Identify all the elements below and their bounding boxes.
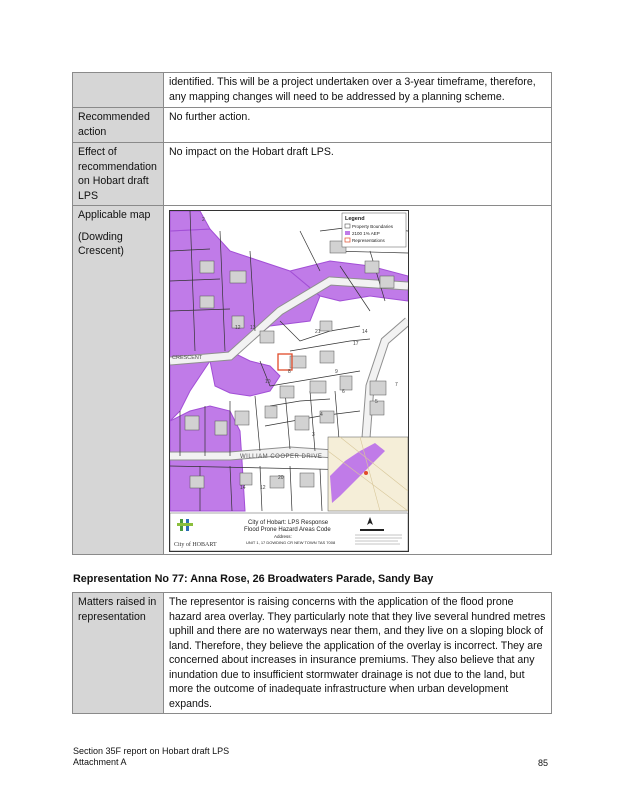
map-cell bbox=[164, 206, 552, 555]
table-row bbox=[73, 108, 552, 143]
matters-raised-label: Matters raised in representation bbox=[73, 593, 164, 714]
lot-number: 4 bbox=[320, 412, 323, 418]
map-subtitle: Flood Prone Hazard Areas Code bbox=[244, 527, 331, 533]
lot-number: 21 bbox=[315, 329, 321, 335]
map-graphic bbox=[170, 211, 408, 551]
lot-number: 20 bbox=[278, 475, 284, 481]
lot-number: 5 bbox=[375, 399, 378, 405]
lot-number: 7 bbox=[395, 382, 398, 388]
lot-number: 12 bbox=[260, 485, 266, 491]
legend-item: 2100 1% AEP bbox=[352, 231, 380, 236]
lot-number: 14 bbox=[362, 329, 368, 335]
inset-map bbox=[328, 437, 408, 511]
representation-heading: Representation No 77: Anna Rose, 26 Broadwaters Parade, Sandy Bay bbox=[73, 573, 434, 585]
lot-number: 2 bbox=[202, 217, 205, 223]
recommended-action-value: No further action. bbox=[164, 108, 552, 143]
street-label-william-cooper: WILLIAM COOPER DRIVE bbox=[240, 454, 323, 460]
legend-item: Property Boundaries bbox=[352, 224, 394, 229]
table-row bbox=[73, 143, 552, 206]
table-row bbox=[73, 593, 552, 714]
map-title: City of Hobart: LPS Response bbox=[248, 520, 329, 526]
map-sublabel: (Dowding Crescent) bbox=[78, 230, 124, 257]
matters-raised-value: The representor is raising concerns with the application of the flood prone hazard area overlay. They particularly note that they live several hundred metres uphill and there are no waterways near them, and they live on a sloping block of land. Therefore, they believe the application of the overlay is incorrect. They are concerned about increases in insurance premiums. They also believe that any inundation due to insufficient stormwater drainage is not due to the land, but more the outcome of inadequate infrastructure when urban development expands. bbox=[164, 593, 552, 714]
table-row bbox=[73, 206, 552, 555]
address-label: Address: bbox=[274, 534, 292, 539]
map-legend bbox=[342, 213, 406, 247]
lot-number: 13 bbox=[250, 325, 256, 331]
details-table bbox=[72, 72, 552, 555]
lot-number: 3 bbox=[312, 432, 315, 438]
applicable-map-label bbox=[73, 206, 164, 555]
page-number: 85 bbox=[538, 758, 549, 768]
lot-number: 6 bbox=[342, 389, 345, 395]
lot-number: 10 bbox=[265, 379, 271, 385]
row-value: identified. This will be a project undertaken over a 3-year timeframe, therefore, any mapping changes will need to be addressed by a planning scheme. bbox=[164, 73, 552, 108]
legend-title: Legend bbox=[345, 216, 365, 222]
lot-number: 14 bbox=[240, 485, 246, 491]
map-label: Applicable map bbox=[78, 209, 151, 221]
effect-value: No impact on the Hobart draft LPS. bbox=[164, 143, 552, 206]
street-label-crescent: CRESCENT bbox=[172, 355, 203, 361]
map-title-block bbox=[170, 513, 408, 551]
map-address: UNIT 1, 17 DOWDING CR NEW TOWN TAS 7008 bbox=[246, 540, 336, 545]
legend-item: Representations bbox=[352, 238, 385, 243]
lot-number: 17 bbox=[353, 341, 359, 347]
lot-number: 8 bbox=[288, 369, 291, 375]
table-row bbox=[73, 73, 552, 108]
representation-table bbox=[72, 592, 552, 714]
row-label bbox=[73, 73, 164, 108]
lot-number: 9 bbox=[335, 369, 338, 375]
effect-label: Effect of recommendation on Hobart draft LPS bbox=[73, 143, 164, 206]
recommended-action-label: Recommended action bbox=[73, 108, 164, 143]
footer-title: Section 35F report on Hobart draft LPS bbox=[73, 746, 230, 756]
flood-map bbox=[169, 210, 409, 552]
lot-number: 12 bbox=[235, 325, 241, 331]
logo-text: City of HOBART bbox=[174, 542, 217, 548]
footer-attachment: Attachment A bbox=[73, 757, 127, 767]
